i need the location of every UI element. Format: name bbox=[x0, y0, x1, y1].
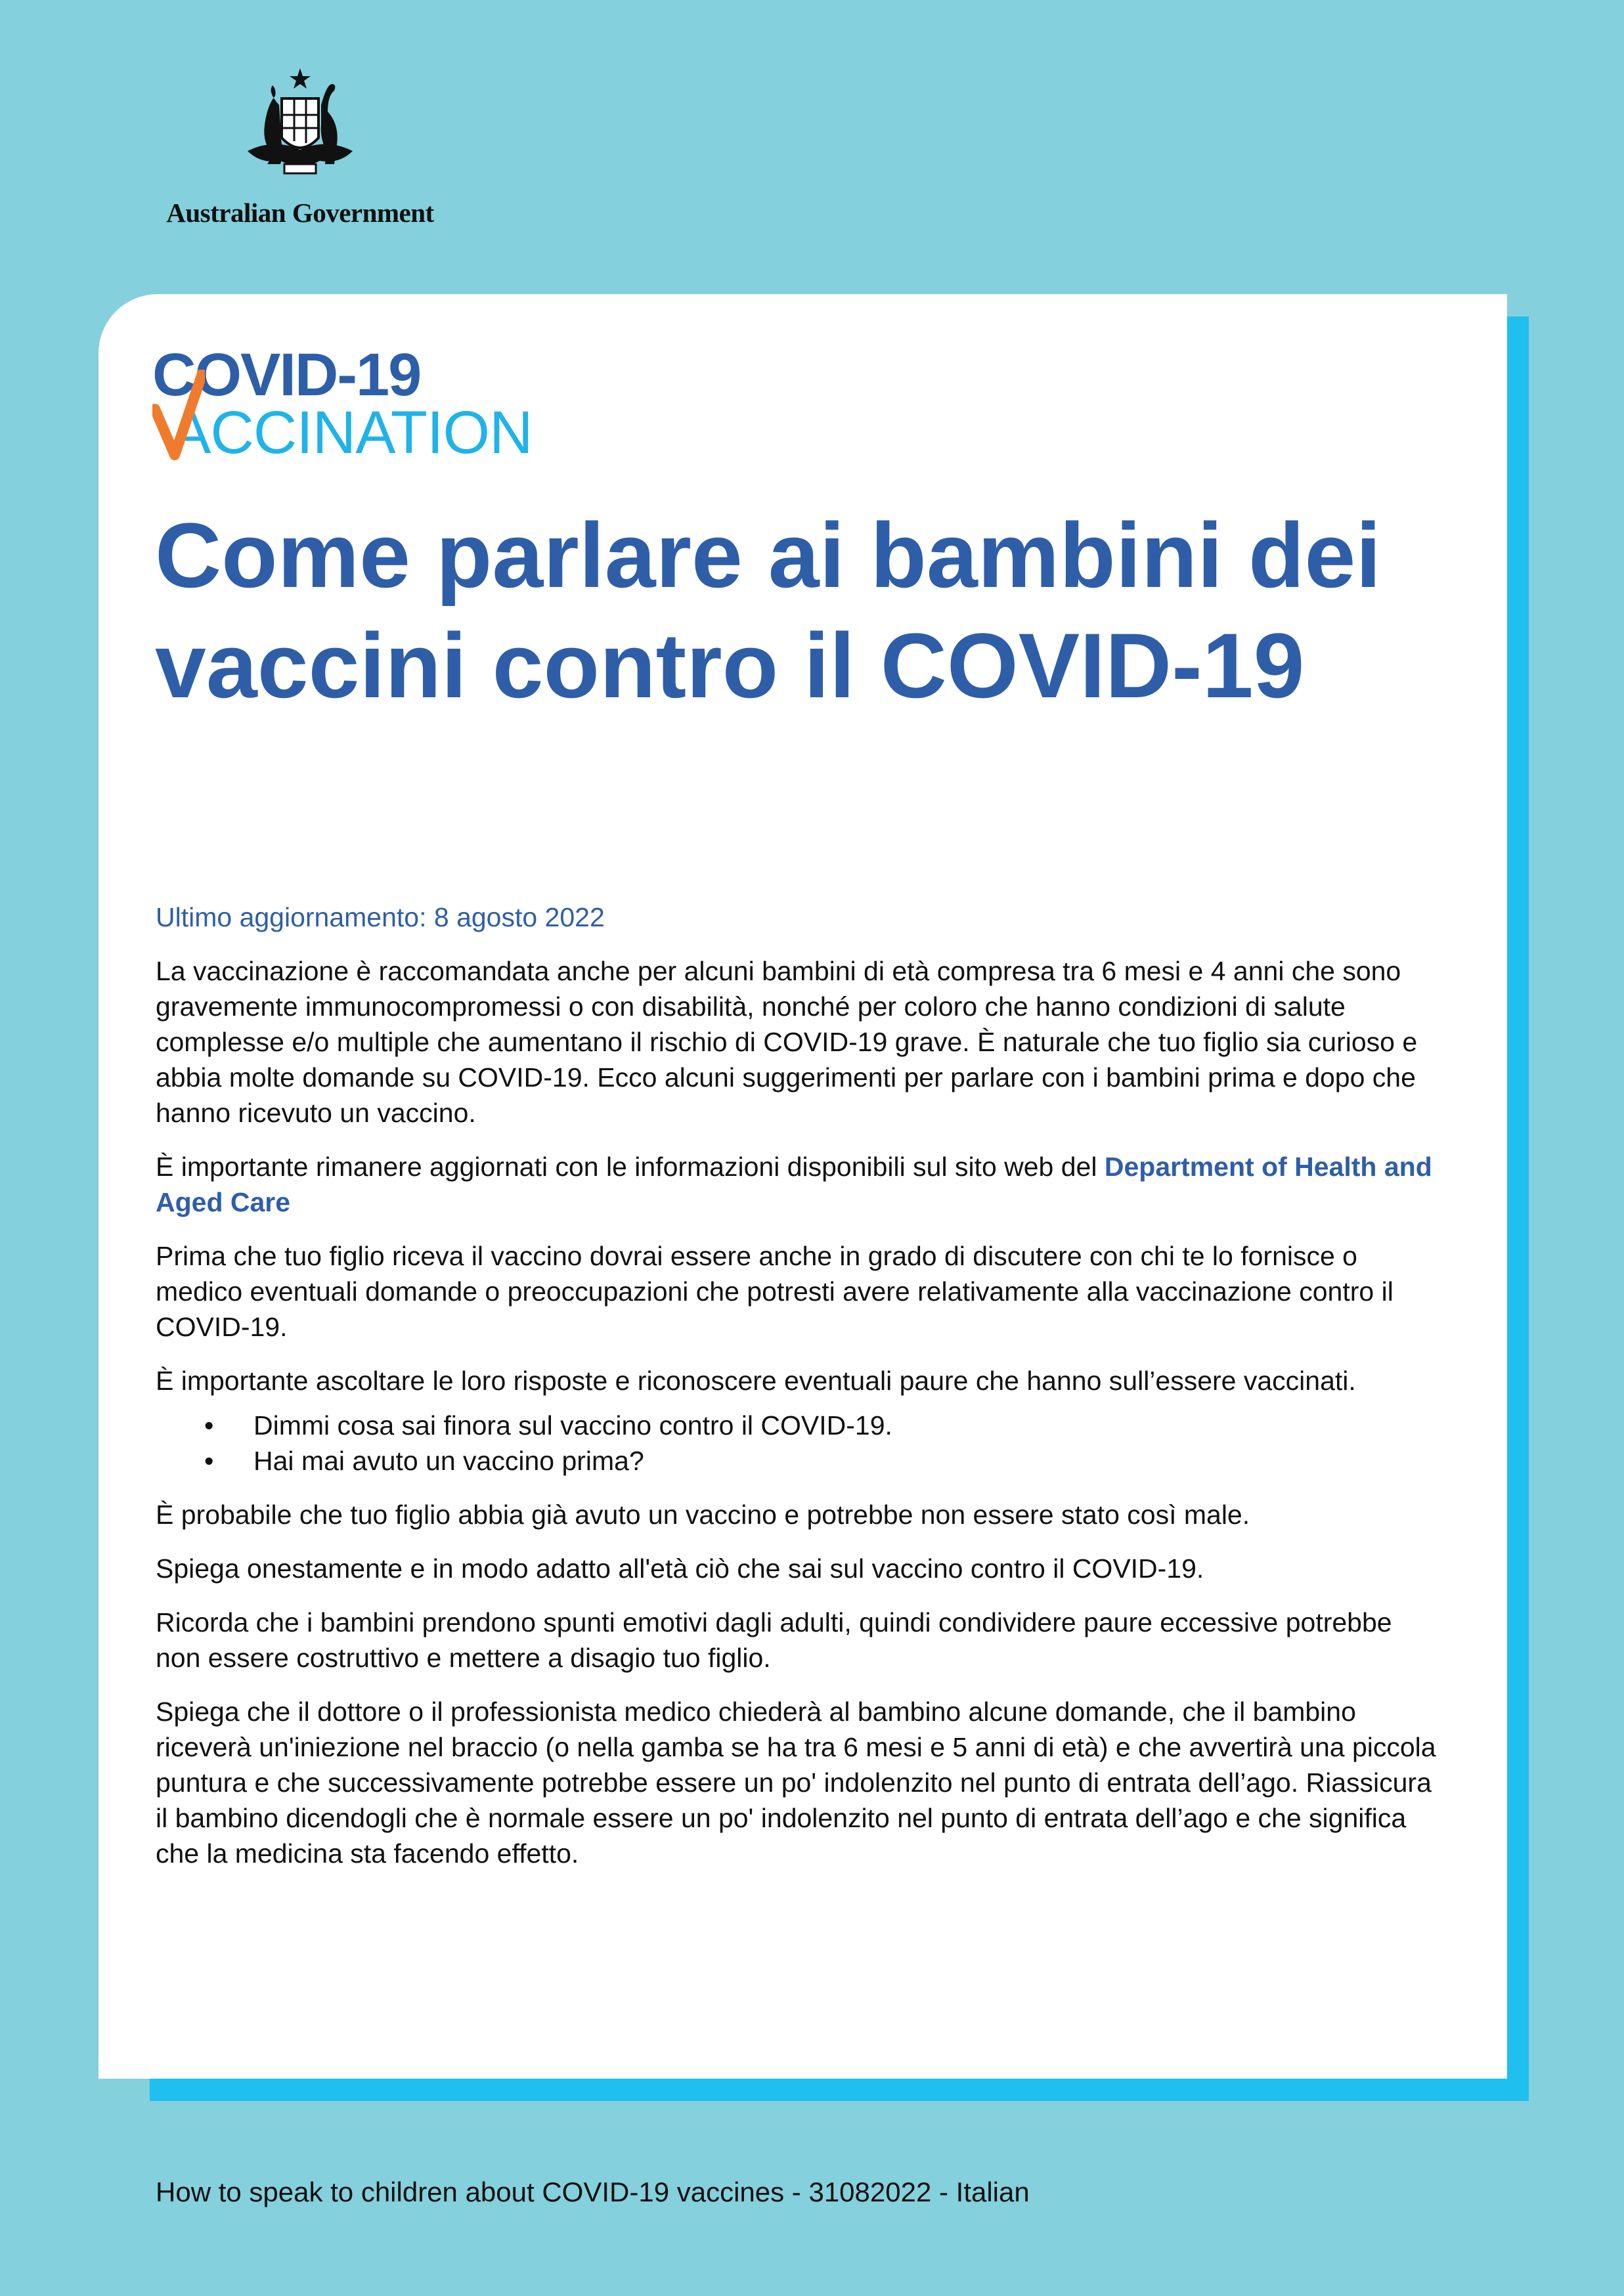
list-item bbox=[156, 1408, 1439, 1443]
government-header bbox=[152, 66, 448, 236]
paragraph: Spiega onestamente e in modo adatto all'età ciò che sai sul vaccino contro il COVID-19. bbox=[156, 1553, 1204, 1584]
last-updated: Ultimo aggiornamento: 8 agosto 2022 bbox=[156, 902, 605, 932]
paragraph: Spiega che il dottore o il professionista medico chiederà al bambino alcune domande, che il bambino riceverà un'iniezione nel braccio (o nella gamba se ha tra 6 mesi e 5 anni di età) e che avvertirà una piccola puntura e che successivamente potrebbe essere un po' indolenzito nel punto di entrata dell’ago. Riassicura il bambino dicendogli che è normale essere un po' indolenzito nel punto di entrata dell’ago e che significa che la medicina sta facendo effetto. bbox=[156, 1697, 1436, 1869]
list-item bbox=[156, 1443, 1439, 1479]
paragraph: È probabile che tuo figlio abbia già avuto un vaccino e potrebbe non essere stato così male. bbox=[156, 1500, 1250, 1530]
covid-vaccination-logo bbox=[152, 341, 599, 466]
logo-vaccination-text: ACCINATION bbox=[171, 399, 533, 466]
footer-text: How to speak to children about COVID-19 vaccines - 31082022 - Italian bbox=[156, 2177, 1030, 2207]
page-title: Come parlare ai bambini dei vaccini contro il COVID-19 bbox=[155, 504, 1382, 717]
bullet-icon: • bbox=[204, 1446, 214, 1476]
paragraph-text: È importante rimanere aggiornati con le informazioni disponibili sul sito web del bbox=[156, 1152, 1105, 1182]
list-item-text: Hai mai avuto un vaccino prima? bbox=[253, 1446, 644, 1476]
paragraph: È importante ascoltare le loro risposte e riconoscere eventuali paure che hanno sull’essere vaccinati. bbox=[156, 1366, 1356, 1396]
logo-covid-text: COVID-19 bbox=[152, 341, 421, 408]
government-name: Australian Government bbox=[166, 198, 434, 228]
bullet-list bbox=[156, 1408, 1439, 1479]
checkmark-icon bbox=[152, 370, 205, 462]
paragraph: Ricorda che i bambini prendono spunti emotivi dagli adulti, quindi condividere paure eccessive potrebbe non essere costruttivo e mettere a disagio tuo figlio. bbox=[156, 1607, 1392, 1673]
document-body bbox=[156, 899, 1439, 1890]
department-link[interactable]: Department of Health and Aged Care bbox=[156, 1152, 1432, 1217]
list-item-text: Dimmi cosa sai finora sul vaccino contro il COVID-19. bbox=[253, 1410, 892, 1440]
bullet-icon: • bbox=[204, 1410, 214, 1440]
paragraph: Prima che tuo figlio riceva il vaccino dovrai essere anche in grado di discutere con chi te lo fornisce o medico eventuali domande o preoccupazioni che potresti avere relativamente alla vaccinazione contro il COVID-19. bbox=[156, 1241, 1394, 1342]
paragraph: La vaccinazione è raccomandata anche per alcuni bambini di età compresa tra 6 mesi e 4 anni che sono gravemente immunocompromessi o con disabilità, nonché per coloro che hanno condizioni di salute complesse e/o multiple che aumentano il rischio di COVID-19 grave. È naturale che tuo figlio sia curioso e abbia molte domande su COVID-19. Ecco alcuni suggerimenti per parlare con i bambini prima e dopo che hanno ricevuto un vaccino. bbox=[156, 956, 1418, 1128]
paragraph bbox=[156, 1149, 1439, 1220]
coat-of-arms-icon bbox=[221, 66, 379, 190]
